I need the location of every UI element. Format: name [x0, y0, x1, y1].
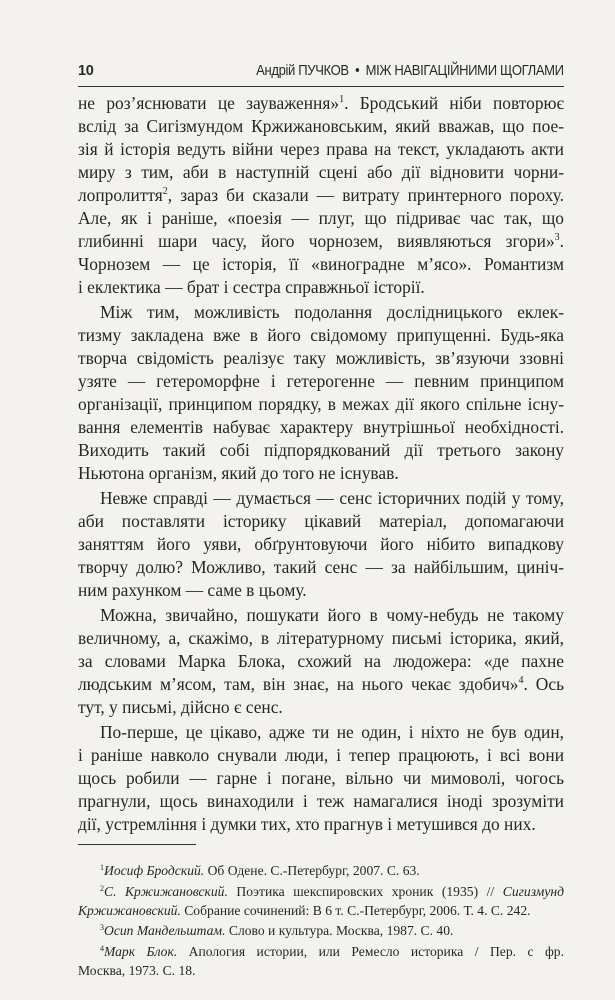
text-segment: аби поставляти історику цікавий матеріал, допомагаючи — [78, 511, 564, 531]
text-line — [78, 813, 564, 836]
text-line — [78, 902, 564, 921]
text-line — [78, 347, 564, 370]
text-segment: Сигизмунд — [502, 883, 565, 899]
text-line — [78, 579, 564, 602]
text-segment: Осип Мандельштам. — [104, 923, 226, 939]
text-line — [78, 790, 564, 813]
text-segment: ним рахунком — саме в цьому. — [78, 580, 307, 600]
text-line — [78, 184, 564, 207]
text-segment: Об Одене. С.-Петербург, 2007. С. 63. — [204, 863, 420, 878]
text-line — [78, 439, 564, 462]
text-line — [78, 883, 564, 902]
footnote — [78, 883, 564, 921]
text-line — [78, 627, 564, 650]
text-segment: По-перше, це цікаво, адже ти не один, і ніхто не був один, — [100, 722, 564, 742]
paragraph — [78, 721, 564, 836]
text-line — [78, 462, 564, 485]
text-segment: Кржижановский. — [78, 902, 181, 918]
text-line — [78, 324, 564, 347]
text-segment: Апология истории, или Ремесло историка / Пер. с фр. — [177, 944, 564, 960]
text-line — [78, 161, 564, 184]
text-line — [78, 604, 564, 627]
text-segment: і раніше навколо снували люди, і тепер працюють, і всі вони — [78, 745, 564, 765]
text-segment: Невже справді — думається — сенс історичних подій у тому, — [100, 488, 564, 508]
text-segment: Виходить такий собі підпорядкований дії третього закону — [78, 440, 564, 460]
text-segment: С. Кржижановский. — [104, 883, 228, 899]
text-line — [78, 510, 564, 533]
text-segment: Марк Блок. — [104, 944, 178, 960]
text-segment: , зараз би сказали — витрату принтерного пороху. — [167, 185, 564, 205]
text-line — [78, 533, 564, 556]
text-line — [78, 370, 564, 393]
footnote-marker: 2 — [100, 883, 104, 893]
text-segment: тизму закладена вже в його свідомому припущенні. Будь-яка — [78, 325, 564, 345]
text-line — [78, 416, 564, 439]
running-title — [256, 63, 564, 79]
text-line — [78, 696, 564, 719]
text-segment: творча свідомість реалізує таку можливість, зв’язуючи ззовні — [78, 348, 564, 368]
text-line — [78, 138, 564, 161]
text-segment: Собрание сочинений: В 6 т. С.-Петербург, 2006. Т. 4. С. 242. — [180, 902, 531, 918]
text-segment: тут, у письмі, дійсно є сенс. — [78, 697, 283, 717]
text-segment: Москва, 1973. С. 18. — [78, 962, 196, 978]
text-line — [78, 393, 564, 416]
text-segment: вання елементів набуває характеру внутрішньої необхідності. — [78, 417, 564, 437]
footnote-marker: 3 — [554, 232, 560, 243]
text-segment: не роз’яснювати це зауваження» — [78, 93, 340, 113]
text-segment: творчу долю? Можливо, такий сенс — за найбільшим, циніч- — [78, 557, 564, 577]
footnote-marker: 3 — [100, 923, 104, 933]
text-segment: і еклектика — брат і сестра справжньої історії. — [78, 277, 425, 297]
text-segment: Ньютона організм, який до того не існував. — [78, 463, 399, 483]
footnote-marker: 1 — [100, 863, 104, 872]
text-line — [78, 230, 564, 253]
text-line — [78, 922, 564, 941]
text-line — [78, 301, 564, 324]
text-line — [78, 115, 564, 138]
text-line — [78, 276, 564, 299]
text-segment: Між тим, можливість подолання дослідницького еклек- — [100, 302, 564, 322]
text-segment: . — [559, 231, 564, 251]
text-segment: Можна, звичайно, пошукати його в чому-небудь не такому — [100, 605, 564, 625]
text-segment: прагнули, щось винаходили і теж намагалися іноді зрозуміти — [78, 791, 564, 811]
text-line — [78, 556, 564, 579]
text-line — [78, 207, 564, 230]
text-line — [78, 721, 564, 744]
paragraph — [78, 604, 564, 719]
text-segment: величному, а, скажімо, в літературному письмі історика, який, — [78, 628, 564, 648]
text-line — [78, 943, 564, 962]
main-text — [78, 92, 564, 838]
paragraph — [78, 92, 564, 299]
footnote-marker: 2 — [162, 186, 168, 197]
text-segment: Але, як і раніше, «поезія — плуг, що підриває час так, що — [78, 208, 564, 228]
footnote-marker: 4 — [518, 675, 524, 686]
text-segment: щось робили — гарне і погане, вільно чи мимоволі, чогось — [78, 768, 564, 788]
footnote-marker: 4 — [100, 944, 104, 954]
text-line — [78, 253, 564, 276]
text-segment: за словами Марка Блока, схожий на людожера: «де пахне — [78, 651, 564, 671]
text-segment: Слово и культура. Москва, 1987. С. 40. — [225, 923, 454, 939]
text-segment: . Ось — [523, 674, 564, 694]
footnote-marker: 1 — [339, 94, 345, 105]
text-line — [78, 650, 564, 673]
text-segment: лопролиття — [78, 185, 163, 205]
text-segment: Иосиф Бродский. — [104, 863, 205, 878]
text-segment: організації, принципом порядку, в межах дії якого спільне існу- — [78, 394, 564, 414]
text-line — [78, 673, 564, 696]
text-segment: вслід за Сигізмундом Кржижановським, який вважав, що пое- — [78, 116, 564, 136]
text-line — [78, 487, 564, 510]
footnote — [78, 943, 564, 981]
text-segment: Поэтика шекспировских хроник (1935) // — [227, 883, 503, 899]
text-segment: глибинні шари часу, його чорнозем, виявляються згори» — [78, 231, 555, 251]
bullet-separator: • — [355, 63, 360, 79]
book-title: МІЖ НАВІГАЦІЙНИМИ ЩОГЛАМИ — [365, 63, 564, 79]
footnotes — [78, 862, 564, 983]
running-header — [78, 60, 564, 87]
footnote-divider — [78, 844, 196, 845]
text-line — [78, 744, 564, 767]
text-segment: миру з тим, аби в наступній сцені або дії відновити чорни- — [78, 162, 564, 182]
text-segment: . Бродський ніби повторює — [344, 93, 564, 113]
page-number: 10 — [78, 63, 94, 79]
text-segment: людським м’ясом, там, він знає, на нього чекає здобич» — [78, 674, 519, 694]
paragraph — [78, 487, 564, 602]
paragraph — [78, 301, 564, 485]
text-line — [78, 962, 564, 981]
footnote — [78, 922, 564, 941]
text-segment: дії, устремління і думки тих, хто прагнув і метушився до них. — [78, 814, 536, 834]
text-segment: заняттям його уяви, обґрунтовуючи його нібито випадкову — [78, 534, 564, 554]
text-segment: Чорнозем — це історія, її «виноградне м’ясо». Романтизм — [78, 254, 564, 274]
text-line — [78, 92, 564, 115]
text-line — [78, 862, 564, 881]
text-line — [78, 767, 564, 790]
text-segment: узяте — гетероморфне і гетерогенне — певним принципом — [78, 371, 564, 391]
author-name: Андрій ПУЧКОВ — [256, 63, 350, 79]
text-segment: зія й історія ведуть війни через права на текст, укладають акти — [78, 139, 564, 159]
footnote — [78, 862, 564, 881]
